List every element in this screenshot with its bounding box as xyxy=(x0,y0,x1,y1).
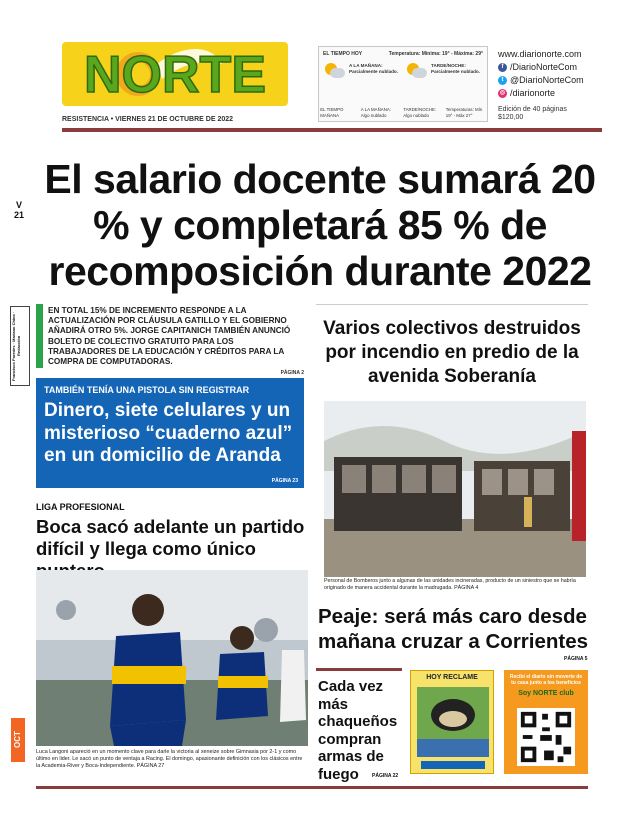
sport-headline[interactable]: Boca sacó adelante un partido difícil y llega como único xyxy=(36,516,305,559)
website-link[interactable]: www.diarionorte.com xyxy=(498,49,582,59)
weather-temps: Temperatura: Mínima: 19° - Máxima: 29° xyxy=(388,51,483,57)
peaje-headline[interactable]: Peaje: será más caro desde mañana cruzar a Corrientes xyxy=(318,605,589,653)
instagram-link[interactable]: ◎ /diarionorte xyxy=(499,88,556,98)
side-day: V xyxy=(15,200,22,210)
sport-caption: Luca Langoni apareció en un momento clave para darle la victoria al xeneize sobre Gimnasia por 2-1 y como último en lider. Le sacó un punto de ventaja a Racing. El domingo, apasionante definición con los clásicos entre la Academia-River y Boca-Independiente. PÁGINA 27 xyxy=(36,749,303,769)
ad1-graphic xyxy=(411,685,495,775)
burned-buses-graphic xyxy=(324,401,586,577)
armas-headline[interactable]: Cada vez más chaqueños compran armas de fuego xyxy=(318,678,398,783)
dateline: RESISTENCIA • VIERNES 21 DE OCTUBRE DE 2022 xyxy=(62,116,234,123)
tomorrow-label: EL TIEMPO MAÑANA xyxy=(320,107,344,118)
football-photo[interactable] xyxy=(36,570,308,746)
burned-buses-photo[interactable] xyxy=(324,401,586,577)
ad2-text: Recibí el diario sin moverte de tu casa junto a los beneficios xyxy=(509,674,583,686)
side-number: 21 xyxy=(13,210,24,220)
instagram-icon: ◎ xyxy=(499,90,506,96)
weather-title: EL TIEMPO HOY xyxy=(323,51,363,57)
fire-caption: Personal de Bomberos junto a algunas de las unidades incineradas, producto de un siniestro que se habría originado de manera accidental durante la madrugada. PÁGINA 4 xyxy=(324,578,576,591)
weather-morning: A LA MAÑANA: Parcialmente nublado. xyxy=(349,63,399,74)
twitter-link[interactable]: t @DiarioNorteCom xyxy=(498,74,618,87)
ad1-title: HOY RECLAME xyxy=(426,674,478,681)
blue-kicker: TAMBIÉN TENÍA UNA PISTOLA SIN REGISTRAR xyxy=(44,385,250,395)
sport-kicker: LIGA PROFESIONAL xyxy=(36,502,125,512)
twitter-icon: t xyxy=(498,76,507,85)
facebook-link[interactable]: f /DiarioNorteCom xyxy=(498,61,618,74)
peaje-page: PÁGINA 5 xyxy=(564,656,588,662)
blue-page: PÁGINA 23 xyxy=(271,478,298,484)
weather-tomorrow xyxy=(319,107,487,118)
partly-cloudy-icon xyxy=(325,63,345,79)
blue-story[interactable] xyxy=(36,378,304,488)
logo-graphic xyxy=(62,34,288,114)
edition-info xyxy=(498,106,567,122)
lead-text: EN TOTAL 15% DE INCREMENTO RESPONDE A LA ACTUALIZACIÓN POR CLÁUSULA GATILLO Y EL GOBIERNO AÑADIRÁ OTRO 5%. JORGE CAPITANICH TAMBIÉN ANUNCIÓ BOLETO DE COLECTIVO GRATUITO PARA LOS TRABAJADORES DE LA EDUCACIÓN Y CRÉDITOS PARA LA COMPRA DE COMPUTADORAS. xyxy=(48,306,291,367)
tomorrow-afternoon: TARDE/NOCHE: Algo nublado xyxy=(403,107,437,118)
fire-story[interactable] xyxy=(316,304,588,590)
facebook-icon: f xyxy=(498,63,507,72)
lead-summary[interactable] xyxy=(48,306,304,378)
lead-accent-bar xyxy=(36,304,43,368)
weather-box xyxy=(318,46,488,122)
side-date xyxy=(12,200,26,220)
tomorrow-morning: A LA MAÑANA: Algo nublado xyxy=(360,107,392,118)
armas-rule xyxy=(316,668,402,671)
edition-price: $120,00 xyxy=(498,114,524,121)
weather-afternoon: TARDE/NOCHE: Parcialmente nublado. xyxy=(431,63,481,74)
football-photo-graphic xyxy=(36,570,308,746)
logo-text: NORTE xyxy=(84,46,266,104)
side-month: OCT xyxy=(11,718,25,762)
lead-page: PÁGINA 2 xyxy=(280,370,304,377)
soy-norte-club-ad[interactable] xyxy=(504,670,588,774)
qr-code-icon[interactable] xyxy=(517,708,575,766)
norte-logo[interactable] xyxy=(62,34,288,114)
hoy-reclame-ad[interactable] xyxy=(410,670,494,774)
weather-top-row xyxy=(323,51,483,57)
partly-cloudy-icon xyxy=(407,63,427,79)
main-headline[interactable]: El salario docente sumará 20 % y completará 85 % de recomposición durante 2022 xyxy=(44,156,596,294)
tomorrow-temps: Temperaturas: Mín 19° - Máx 27° xyxy=(445,107,483,118)
edition-pages: Edición de 40 páginas xyxy=(498,106,567,113)
social-links xyxy=(498,48,618,100)
header-rule xyxy=(62,128,602,132)
side-credits: Francisco Paredes · Mariano Chino · Redacción xyxy=(10,306,30,386)
fire-headline: Varios colectivos destruidos por incendio en predio de la avenida Soberanía xyxy=(323,318,581,387)
blue-headline: Dinero, siete celulares y un misterioso “cuaderno azul” en un domicilio de Aranda xyxy=(44,400,293,466)
bottom-rule xyxy=(36,786,588,789)
ad2-brand: Soy NORTE club xyxy=(518,690,574,697)
armas-page: PÁGINA 22 xyxy=(372,773,399,779)
